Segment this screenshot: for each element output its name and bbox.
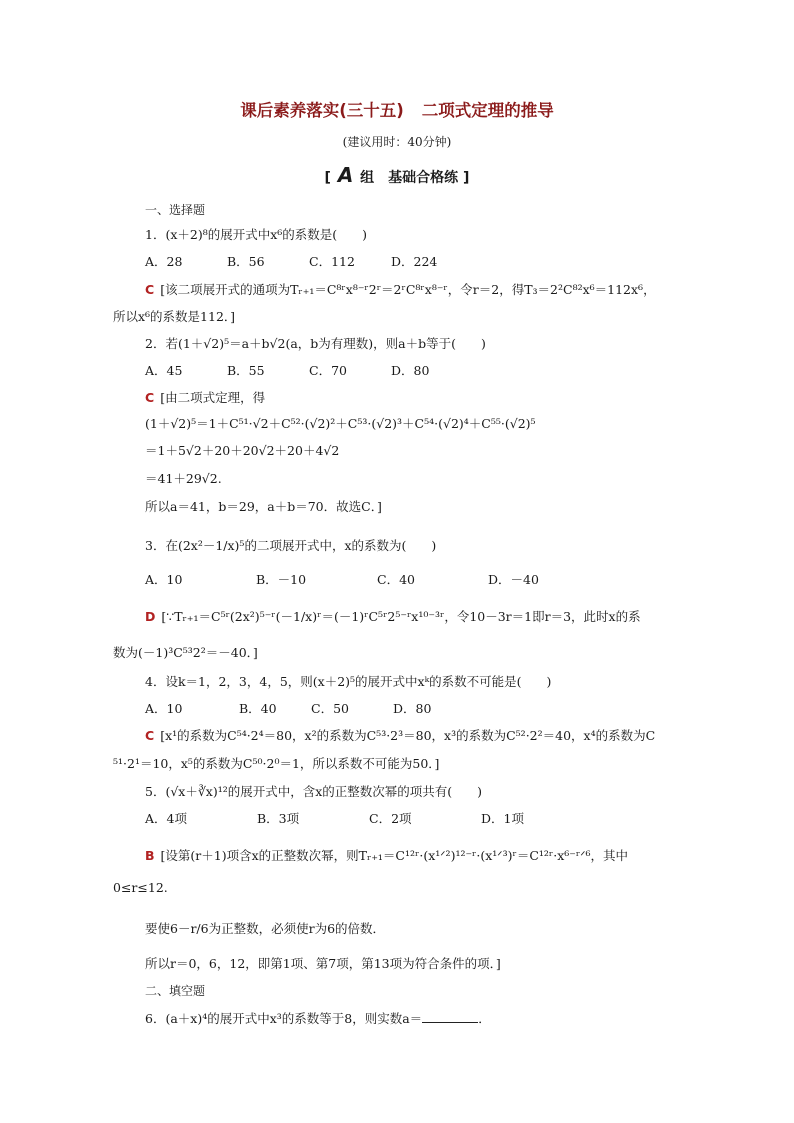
q5-solution-line2: 0≤r≤12. xyxy=(113,880,168,895)
q5-option-a: A．4项 xyxy=(145,811,187,826)
q2-solution-text: [由二项式定理，得 xyxy=(160,390,266,405)
q2-solution-line1 xyxy=(145,388,265,406)
q4-solution-line1 xyxy=(145,726,655,744)
q3-option-d: D．－40 xyxy=(488,572,539,587)
q3-options xyxy=(145,570,539,588)
q3-solution-line1 xyxy=(145,607,641,625)
q2-option-b: B．55 xyxy=(227,363,265,378)
q2-option-c: C．70 xyxy=(309,363,347,378)
q4-option-c: C．50 xyxy=(311,701,349,716)
q2-option-d: D．80 xyxy=(391,363,430,378)
q1-stem: 1．(x＋2)⁸的展开式中x⁶的系数是( ) xyxy=(145,227,368,242)
q2-stem: 2．若(1＋√2)⁵＝a＋b√2(a，b为有理数)，则a＋b等于( ) xyxy=(145,336,486,351)
q5-solution-line1 xyxy=(145,846,628,864)
q1-solution-text: [该二项展开式的通项为Tᵣ₊₁＝C⁸ʳx⁸⁻ʳ2ʳ＝2ʳC⁸ʳx⁸⁻ʳ，令r＝2，得T₃＝2²C⁸²x⁶＝112x⁶， xyxy=(160,282,656,297)
q1-option-c: C．112 xyxy=(309,254,355,269)
q6-answer-blank xyxy=(422,1010,478,1023)
q4-solution-line2: ⁵¹·2¹＝10，x⁵的系数为C⁵⁰·2⁰＝1，所以系数不可能为50．] xyxy=(113,756,440,771)
q3-answer: D xyxy=(145,609,156,624)
group-label: 组 基础合格练 xyxy=(360,170,459,186)
q5-option-d: D．1项 xyxy=(481,811,524,826)
suggested-time: (建议用时：40分钟) xyxy=(342,135,452,149)
q4-solution-text: [x¹的系数为C⁵⁴·2⁴＝80，x²的系数为C⁵³·2³＝80，x³的系数为C⁵²·2²＝40，x⁴的系数为C xyxy=(160,728,656,743)
group-letter: A xyxy=(337,163,354,187)
group-bracket-open: [ xyxy=(324,170,331,186)
q1-option-d: D．224 xyxy=(391,254,438,269)
q5-solution-line4: 所以r＝0，6，12，即第1项、第7项，第13项为符合条件的项．] xyxy=(145,956,501,971)
q1-solution-line2: 所以x⁶的系数是112．] xyxy=(113,309,236,324)
q3-stem: 3．在(2x²－1/x)⁵的二项展开式中，x的系数为( ) xyxy=(145,538,437,553)
q3-option-c: C．40 xyxy=(377,572,415,587)
page-title xyxy=(0,97,794,121)
group-bracket-close: ] xyxy=(463,170,470,186)
q5-options xyxy=(145,809,524,827)
q2-answer: C xyxy=(145,390,155,405)
q1-option-b: B．56 xyxy=(227,254,265,269)
q5-solution-text: [设第(r＋1)项含x的正整数次幂，则Tᵣ₊₁＝C¹²ʳ·(x¹ᐟ²)¹²⁻ʳ·(x¹ᐟ³)ʳ＝C¹²ʳ·x⁶⁻ʳᐟ⁶，其中 xyxy=(160,848,629,863)
q4-option-d: D．80 xyxy=(393,701,432,716)
q1-solution-line1 xyxy=(145,280,656,298)
q2-solution-line2: (1＋√2)⁵＝1＋C⁵¹·√2＋C⁵²·(√2)²＋C⁵³·(√2)³＋C⁵⁴·(√2)⁴＋C⁵⁵·(√2)⁵ xyxy=(145,416,536,431)
q3-solution-text: [∵Tᵣ₊₁＝C⁵ʳ(2x²)⁵⁻ʳ(－1/x)ʳ＝(－1)ʳC⁵ʳ2⁵⁻ʳx¹⁰⁻³ʳ，令10－3r＝1即r＝3，此时x的系 xyxy=(161,609,641,624)
q2-solution-line5: 所以a＝41，b＝29，a＋b＝70．故选C．] xyxy=(145,499,382,514)
q3-solution-line2: 数为(－1)³C⁵³2²＝－40．] xyxy=(113,645,258,660)
q5-option-c: C．2项 xyxy=(369,811,412,826)
q5-stem: 5．(√x＋∛x)¹²的展开式中，含x的正整数次幂的项共有( ) xyxy=(145,784,483,799)
q5-answer: B xyxy=(145,848,155,863)
q1-option-a: A．28 xyxy=(145,254,183,269)
q2-option-a: A．45 xyxy=(145,363,183,378)
q4-stem: 4．设k＝1，2，3，4，5，则(x＋2)⁵的展开式中xᵏ的系数不可能是( ) xyxy=(145,674,552,689)
section-choice: 一、选择题 xyxy=(145,203,206,217)
q3-option-b: B．－10 xyxy=(256,572,307,587)
q6-stem-tail: ． xyxy=(478,1011,491,1026)
q2-solution-line3: ＝1＋5√2＋20＋20√2＋20＋4√2 xyxy=(145,443,340,458)
section-fill-blank: 二、填空题 xyxy=(145,984,206,998)
q4-answer: C xyxy=(145,728,155,743)
title-right: 二项式定理的推导 xyxy=(421,101,554,120)
q6-stem xyxy=(145,1009,491,1027)
title-left: 课后素养落实(三十五) xyxy=(240,101,404,120)
q5-option-b: B．3项 xyxy=(257,811,300,826)
q4-option-b: B．40 xyxy=(239,701,277,716)
q2-solution-line4: ＝41＋29√2. xyxy=(145,471,222,486)
group-heading xyxy=(0,163,794,187)
q2-options xyxy=(145,361,429,379)
q5-solution-line3: 要使6－r/6为正整数，必须使r为6的倍数． xyxy=(145,921,386,936)
q1-options xyxy=(145,252,437,270)
q4-options xyxy=(145,699,431,717)
q1-answer: C xyxy=(145,282,155,297)
q3-option-a: A．10 xyxy=(145,572,183,587)
q4-option-a: A．10 xyxy=(145,701,183,716)
q6-stem-text: 6．(a＋x)⁴的展开式中x³的系数等于8，则实数a＝ xyxy=(145,1011,423,1026)
